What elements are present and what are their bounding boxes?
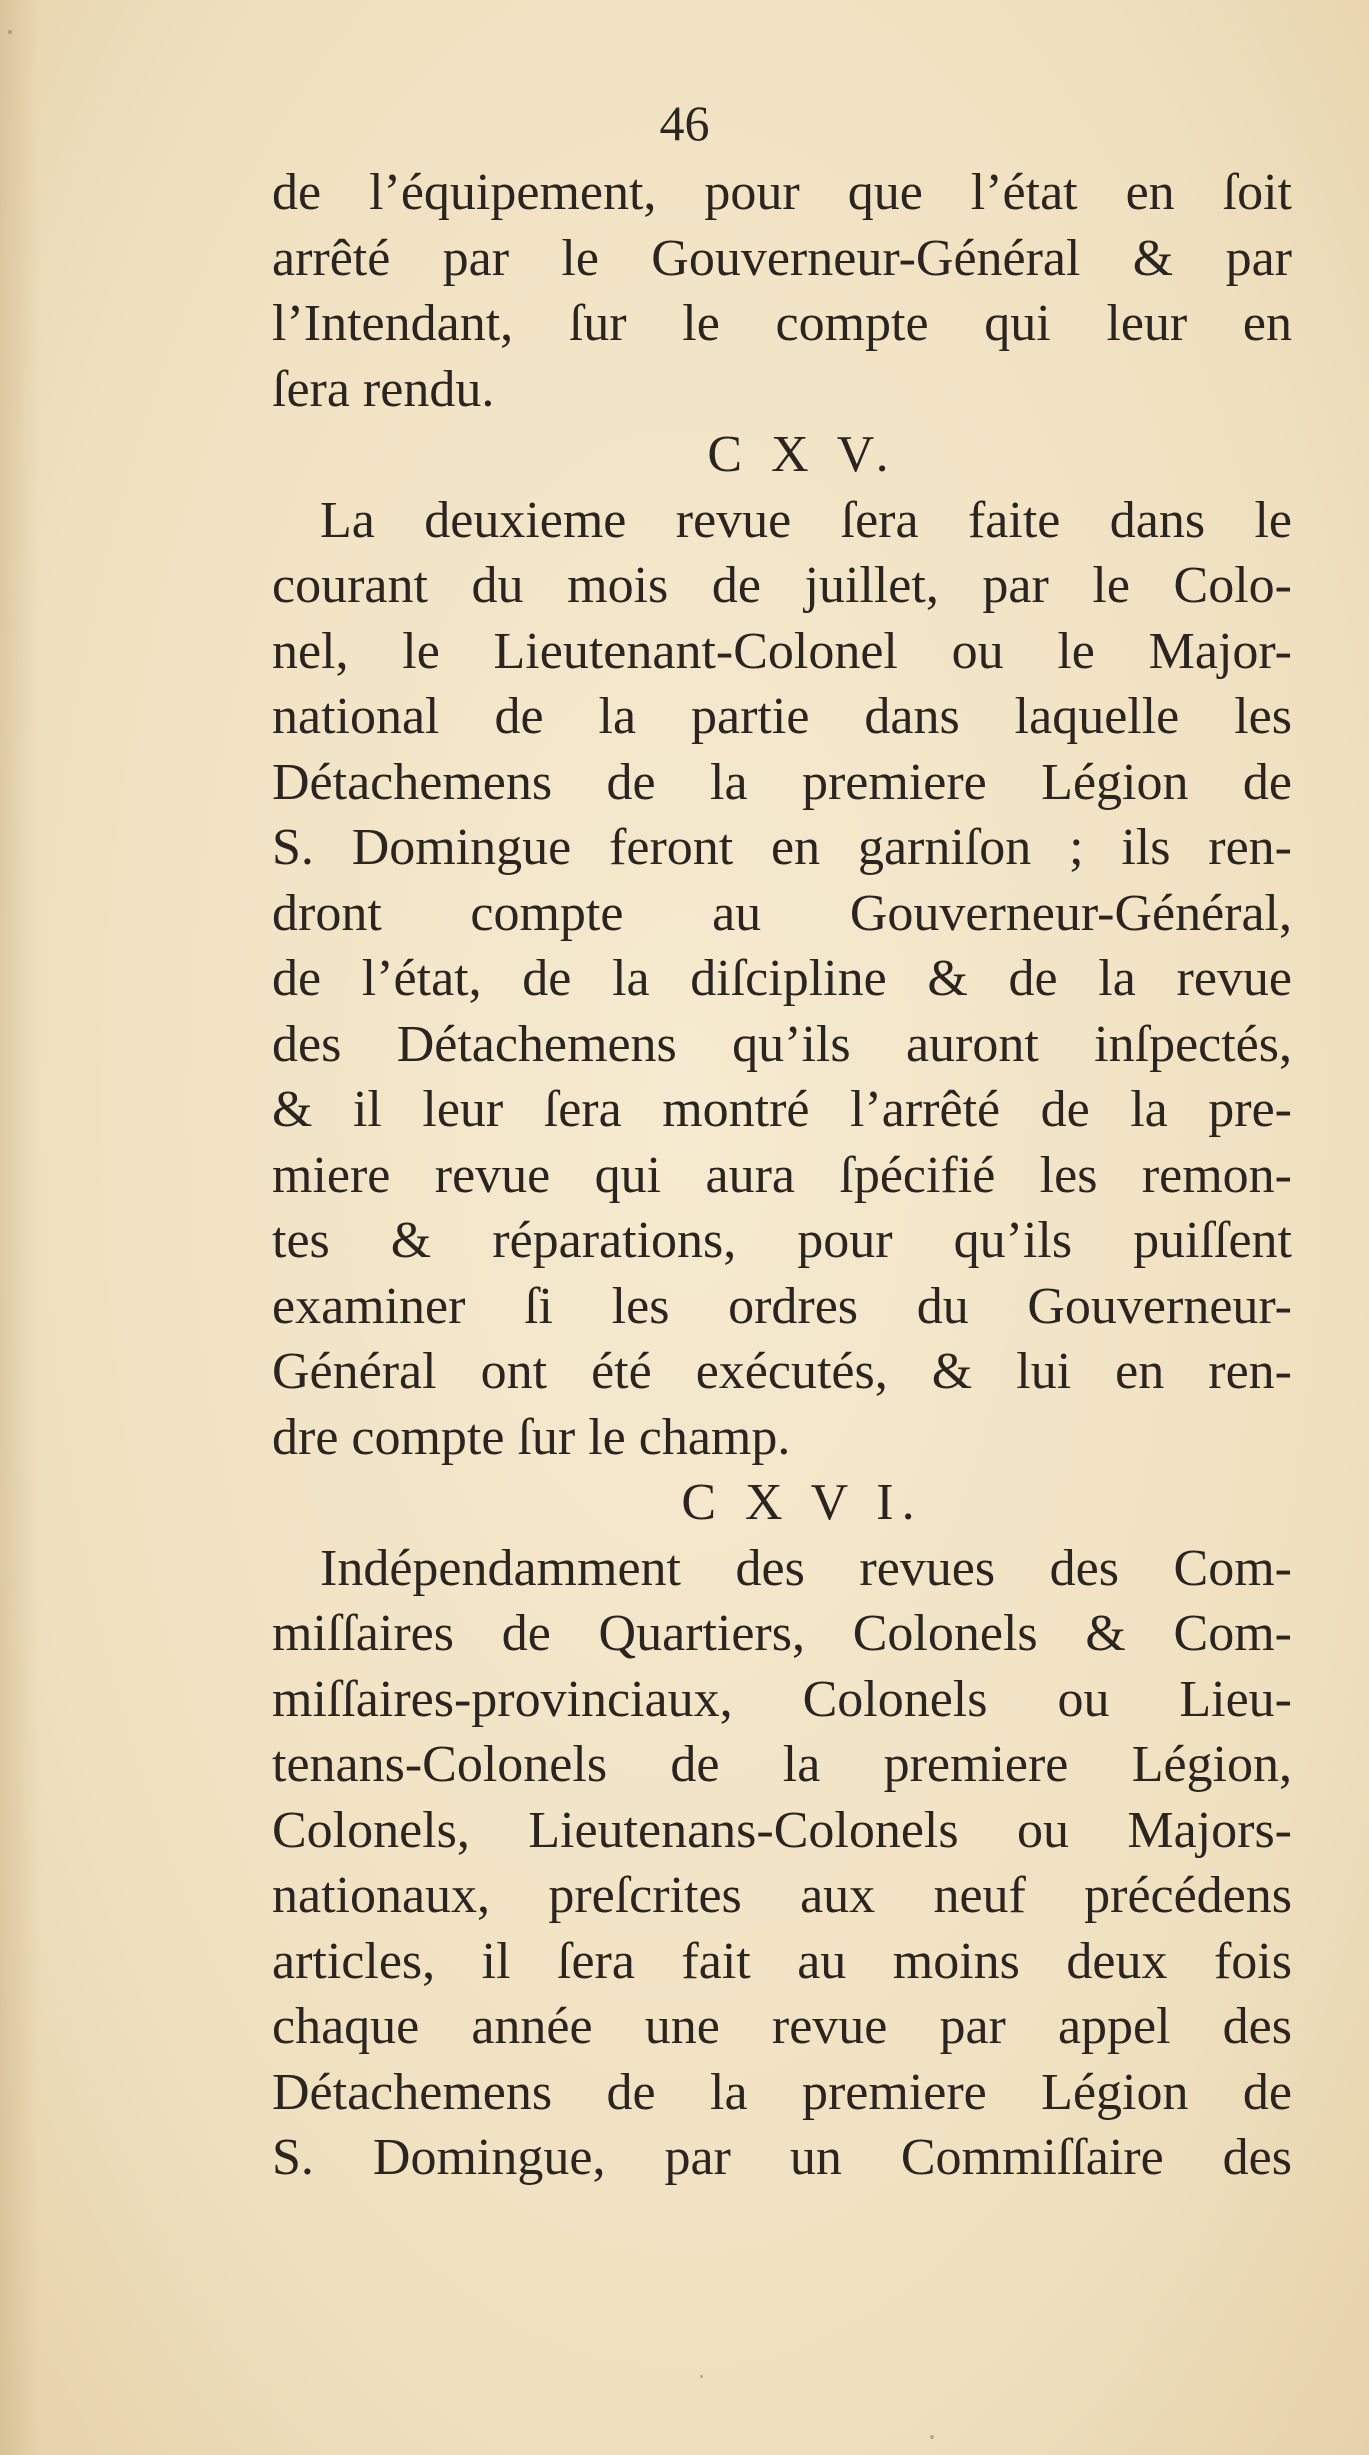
text-line: l’Intendant, ſur le compte qui leur en xyxy=(272,295,1292,352)
text-line: Indépendamment des revues des Com- xyxy=(320,1539,1292,1597)
text-line: miſſaires-provinciaux, Colonels ou Lieu- xyxy=(272,1670,1292,1728)
text-line: de l’équipement, pour que l’état en ſoit xyxy=(272,164,1292,221)
text-line: S. Domingue feront en garniſon ; ils ren- xyxy=(272,819,1292,876)
text-line: nationaux, preſcrites aux neuf précédens xyxy=(272,1867,1292,1924)
text-line: chaque année une revue par appel des xyxy=(272,1998,1292,2055)
text-line: dre compte ſur le champ. xyxy=(272,1408,791,1466)
paper-speck xyxy=(700,2375,703,2378)
text-line: Général ont été exécutés, & lui en ren- xyxy=(272,1343,1292,1400)
text-line: Détachemens de la premiere Légion de xyxy=(272,753,1292,811)
text-line: tenans-Colonels de la premiere Légion, xyxy=(272,1736,1292,1793)
text-line: miſſaires de Quartiers, Colonels & Com- xyxy=(272,1605,1292,1662)
page-number: 46 xyxy=(659,95,710,151)
text-line: arrêté par le Gouverneur-Général & par xyxy=(272,229,1292,287)
text-line: Colonels, Lieutenans-Colonels ou Majors- xyxy=(272,1801,1292,1859)
article-heading-cxvi: C X V I. xyxy=(681,1474,923,1531)
page-body xyxy=(272,160,1292,2191)
text-line: des Détachemens qu’ils auront inſpectés, xyxy=(272,1015,1292,1073)
text-line: ſera rendu. xyxy=(272,360,495,418)
paper-speck xyxy=(930,2435,934,2439)
text-line: courant du mois de juillet, par le Colo- xyxy=(272,557,1292,614)
paper-speck xyxy=(8,30,12,34)
text-line: Détachemens de la premiere Légion de xyxy=(272,2063,1292,2121)
text-line: tes & réparations, pour qu’ils puiſſent xyxy=(272,1212,1292,1269)
text-line: dront compte au Gouverneur-Général, xyxy=(272,884,1292,942)
text-line: articles, il ſera fait au moins deux fois xyxy=(272,1932,1292,1990)
text-line: nel, le Lieutenant-Colonel ou le Major- xyxy=(272,622,1292,680)
text-line: La deuxieme revue ſera faite dans le xyxy=(320,491,1292,549)
text-line: examiner ſi les ordres du Gouverneur- xyxy=(272,1277,1292,1335)
text-line: & il leur ſera montré l’arrêté de la pre- xyxy=(272,1081,1292,1138)
text-line: miere revue qui aura ſpécifié les remon- xyxy=(272,1146,1292,1204)
page-fold-shadow xyxy=(0,0,40,2455)
text-line: national de la partie dans laquelle les xyxy=(272,688,1292,745)
text-line: S. Domingue, par un Commiſſaire des xyxy=(272,2129,1292,2186)
article-heading-cxv: C X V. xyxy=(707,426,897,483)
text-line: de l’état, de la diſcipline & de la revue xyxy=(272,950,1292,1007)
